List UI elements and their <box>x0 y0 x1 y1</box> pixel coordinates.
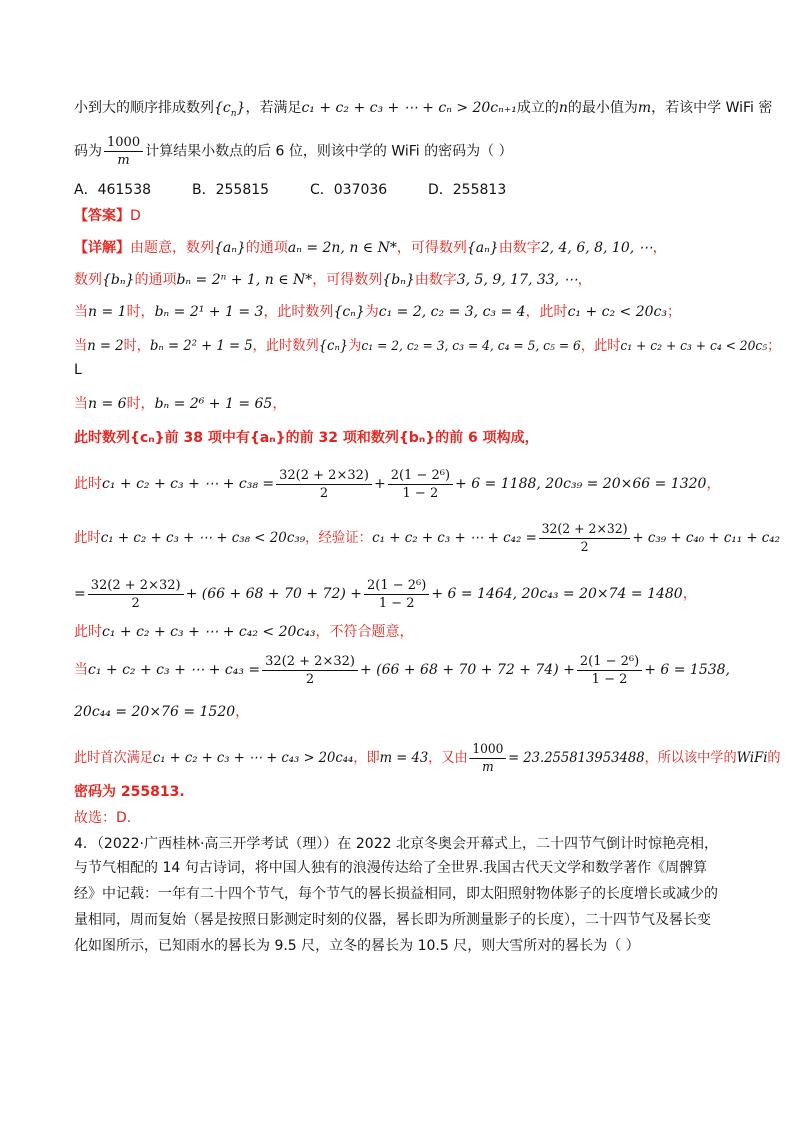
options-row <box>74 180 538 200</box>
text: 计算结果小数点的后 6 位，则该中学的 WiFi 的密码为（ ） <box>145 143 513 160</box>
detail-line-13: 20c₄₄ = 20×76 = 1520， <box>74 704 250 720</box>
detail-line-12: 当c₁ + c₂ + c₃ + ⋯ + c₄₃ = $\frac{32(2 + 2\times 32)}{2}$ + (66 + 68 + 70 + 72 + 74) + $\frac{\text{2(1 − 2⁶)}}{1 - 2}$ + 6 = 1538, <box>74 653 730 687</box>
detail-line-2: 数列{bₙ}的通项bₙ = 2ⁿ + 1, n ∈ N*，可得数列{bₙ}由数字3, 5, 9, 17, 33, ⋯， <box>74 272 592 288</box>
option-a[interactable]: A．461538 <box>74 182 152 198</box>
answer-tag: 【答案】 <box>74 208 130 224</box>
text: 的最小值为 <box>567 100 638 116</box>
answer-value: D <box>130 208 141 224</box>
detail-line-3: 当n = 1时，bₙ = 2¹ + 1 = 3，此时数列{cₙ}为c₁ = 2, c₂ = 3, c₃ = 4，此时c₁ + c₂ < 20c₃； <box>74 304 681 320</box>
detail-line-11: 此时c₁ + c₂ + c₃ + ⋯ + c₄₂ < 20c₄₃，不符合题意， <box>74 624 414 640</box>
detail-line-10: = $\frac{32(2 + 2\times 32)}{2}$ + (66 + 68 + 70 + 72) + $\frac{\text{2(1 − 2⁶)}}{1 - 2}$ + 6 = 1464, 20c₄₃ = 20×74 = 1480， <box>74 577 697 611</box>
detail-line-4: 当n = 2时，bₙ = 2² + 1 = 5，此时数列{cₙ}为c₁ = 2, c₂ = 3, c₃ = 4, c₄ = 5, c₅ = 6，此时c₁ + c₂ + c₃ + c₄ < 20c₅； <box>74 338 781 354</box>
detail-tag: 【详解】 <box>74 240 130 256</box>
q4-line-4: 量相同，周而复始（晷是按照日影测定时刻的仪器，晷长即为所测量影子的长度），二十四节气及晷长变 <box>74 912 711 928</box>
math-n: n <box>558 100 568 116</box>
detail-line-15: 密码为 255813. <box>74 784 185 800</box>
math-m: m <box>637 100 652 116</box>
text: 小到大的顺序排成数列 <box>74 100 214 116</box>
q4-line-3: 经》中记载：一年有二十四个节气，每个节气的晷长损益相同，即太阳照射物体影子的长度增长或减少的 <box>74 886 718 902</box>
detail-line-8: 此时c₁ + c₂ + c₃ + ⋯ + c₃₈ = $\frac{32(2 + 2\times 32)}{2}$ + $\frac{\text{2(1 − 2⁶)}}{1 - 2}$ + 6 = 1188, 20c₃₉ = 20×66 = 1320， <box>74 467 721 501</box>
detail-line-6: 当n = 6时，bₙ = 2⁶ + 1 = 65， <box>74 396 287 412</box>
q4-line-1: 4．（2022·广西桂林·高三开学考试（理））在 2022 北京冬奥会开幕式上，二十四节气倒计时惊艳亮相， <box>74 836 718 852</box>
text: 成立的 <box>516 100 559 116</box>
intro-line-1: 小到大的顺序排成数列$\{c_n\}$，若满足c₁ + c₂ + c₃ + ⋯ + cₙ > 20cₙ₊₁成立的n的最小值为m，若该中学 WiFi 密 <box>74 100 773 119</box>
text: 码为 <box>74 143 102 160</box>
text: ，若该中学 WiFi 密 <box>651 100 773 116</box>
option-c[interactable]: C．037036 <box>310 182 388 198</box>
text: ，若满足 <box>245 100 302 116</box>
detail-line-9: 此时c₁ + c₂ + c₃ + ⋯ + c₃₈ < 20c₃₉，经验证：c₁ + c₂ + c₃ + ⋯ + c₄₂ = $\frac{32(2 + 2\times 32)}{2}$ + c₃₉ + c₄₀ + c₁₁ + c₄₂ <box>74 521 781 555</box>
detail-line-16: 故选：D. <box>74 810 132 826</box>
detail-line-1: 【详解】由题意，数列{aₙ}的通项aₙ = 2n, n ∈ N*，可得数列{aₙ}由数字2, 4, 6, 8, 10, ⋯， <box>74 240 667 256</box>
detail-line-7: 此时数列{cₙ}前 38 项中有{aₙ}的前 32 项和数列{bₙ}的前 6 项构成， <box>74 430 539 446</box>
option-b[interactable]: B．255815 <box>192 182 270 198</box>
fraction-1000-m: $\frac{1000}{m}$ <box>104 134 143 169</box>
math-inequality: c₁ + c₂ + c₃ + ⋯ + cₙ > 20cₙ₊₁ <box>301 100 517 116</box>
answer-line <box>74 206 141 226</box>
detail-line-14: 此时首次满足c₁ + c₂ + c₃ + ⋯ + c₄₃ > 20c₄₄，即m = 43，又由 $\frac{1000}{m}$ = 23.255813953488，所以该中学的WiFi的 <box>74 741 781 775</box>
math-seq: {c <box>214 100 231 116</box>
option-d[interactable]: D．255813 <box>428 182 507 198</box>
detail-line-ellipsis: L <box>74 362 82 378</box>
q4-line-5: 化如图所示，已知雨水的晷长为 9.5 尺，立冬的晷长为 10.5 尺，则大雪所对的晷长为（ ） <box>74 938 640 954</box>
intro-line-2 <box>74 134 513 169</box>
q4-line-2: 与节气相配的 14 句古诗词，将中国人独有的浪漫传达给了全世界.我国古代天文学和数学著作《周髀算 <box>74 860 708 876</box>
